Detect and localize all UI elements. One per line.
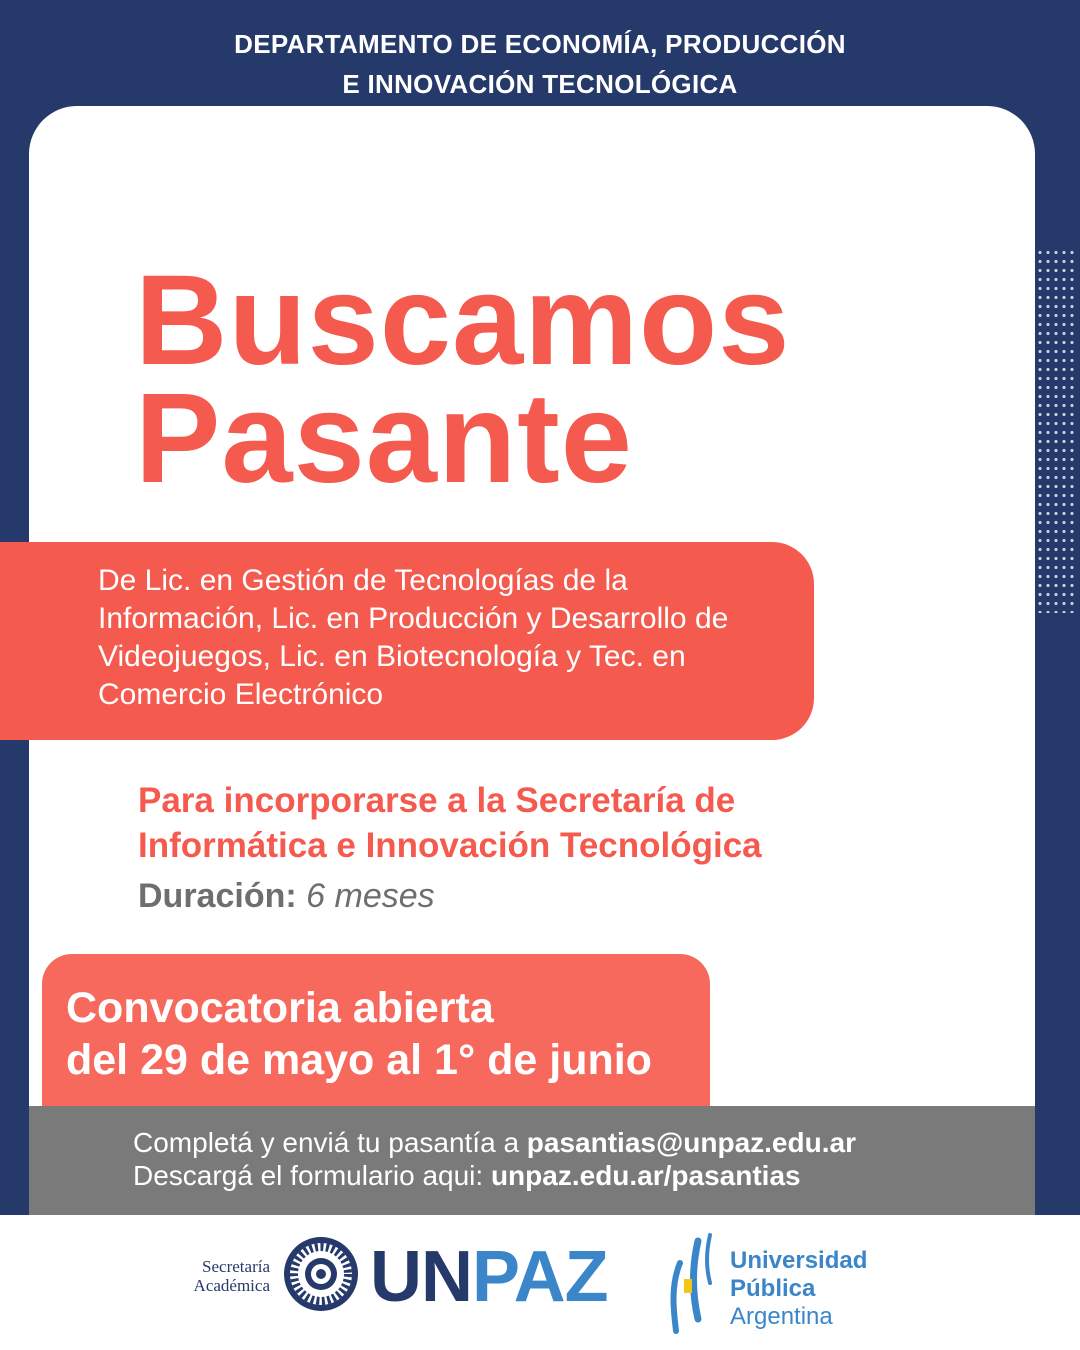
duration-value: 6 meses [306, 877, 435, 915]
unpaz-logo [370, 1237, 608, 1317]
unpaz-seal-icon [282, 1235, 360, 1313]
open-call-line2: del 29 de mayo al 1° de junio [66, 1036, 652, 1084]
department-header-line1: DEPARTAMENTO DE ECONOMÍA, PRODUCCIÓN [234, 29, 846, 59]
department-header-line2: E INNOVACIÓN TECNOLÓGICA [342, 69, 738, 99]
careers-banner [0, 542, 814, 740]
upa-line3: Argentina [730, 1303, 833, 1330]
purpose-text [138, 778, 762, 868]
footer-logos [0, 1215, 1080, 1350]
purpose-line2: Informática e Innovación Tecnológica [138, 826, 762, 865]
contact-text [133, 1126, 856, 1192]
secretaria-academica-label [176, 1257, 270, 1295]
form-download-link[interactable]: unpaz.edu.ar/pasantias [490, 1160, 801, 1191]
upa-line1: Universidad [730, 1247, 868, 1274]
department-header [0, 24, 1080, 104]
unpaz-logo-part2: PAZ [472, 1237, 608, 1317]
headline-line1: Buscamos [135, 249, 791, 392]
dot-pattern-decoration [1036, 248, 1076, 613]
upa-line2: Pública [730, 1275, 816, 1302]
open-call-banner [42, 954, 710, 1119]
contact-line2-text: Descargá el formulario aqui: [133, 1160, 491, 1191]
contact-line2 [133, 1159, 856, 1192]
unpaz-logo-part1: UN [370, 1237, 472, 1317]
secretaria-line1: Secretaría [202, 1257, 270, 1276]
contact-band [29, 1106, 1035, 1215]
duration-label: Duración: [138, 877, 297, 915]
open-call-text [66, 982, 652, 1086]
open-call-line1: Convocatoria abierta [66, 984, 494, 1032]
secretaria-line2: Académica [193, 1276, 270, 1295]
purpose-line1: Para incorporarse a la Secretaría de [138, 781, 736, 820]
headline-line2: Pasante [135, 367, 633, 510]
contact-line1-text: Completá y enviá tu pasantía a [133, 1127, 527, 1158]
universidad-publica-label [730, 1247, 867, 1331]
contact-email-link[interactable]: pasantias@unpaz.edu.ar [526, 1127, 856, 1158]
contact-line1 [133, 1126, 856, 1159]
universidad-publica-logo-icon [664, 1227, 720, 1339]
duration [138, 874, 435, 918]
headline [135, 249, 791, 510]
careers-text: De Lic. en Gestión de Tecnologías de la Información, Lic. en Producción y Desarrollo de Videojuegos, Lic. en Biotecnología y Tec. en Comercio Electrónico [98, 564, 729, 711]
